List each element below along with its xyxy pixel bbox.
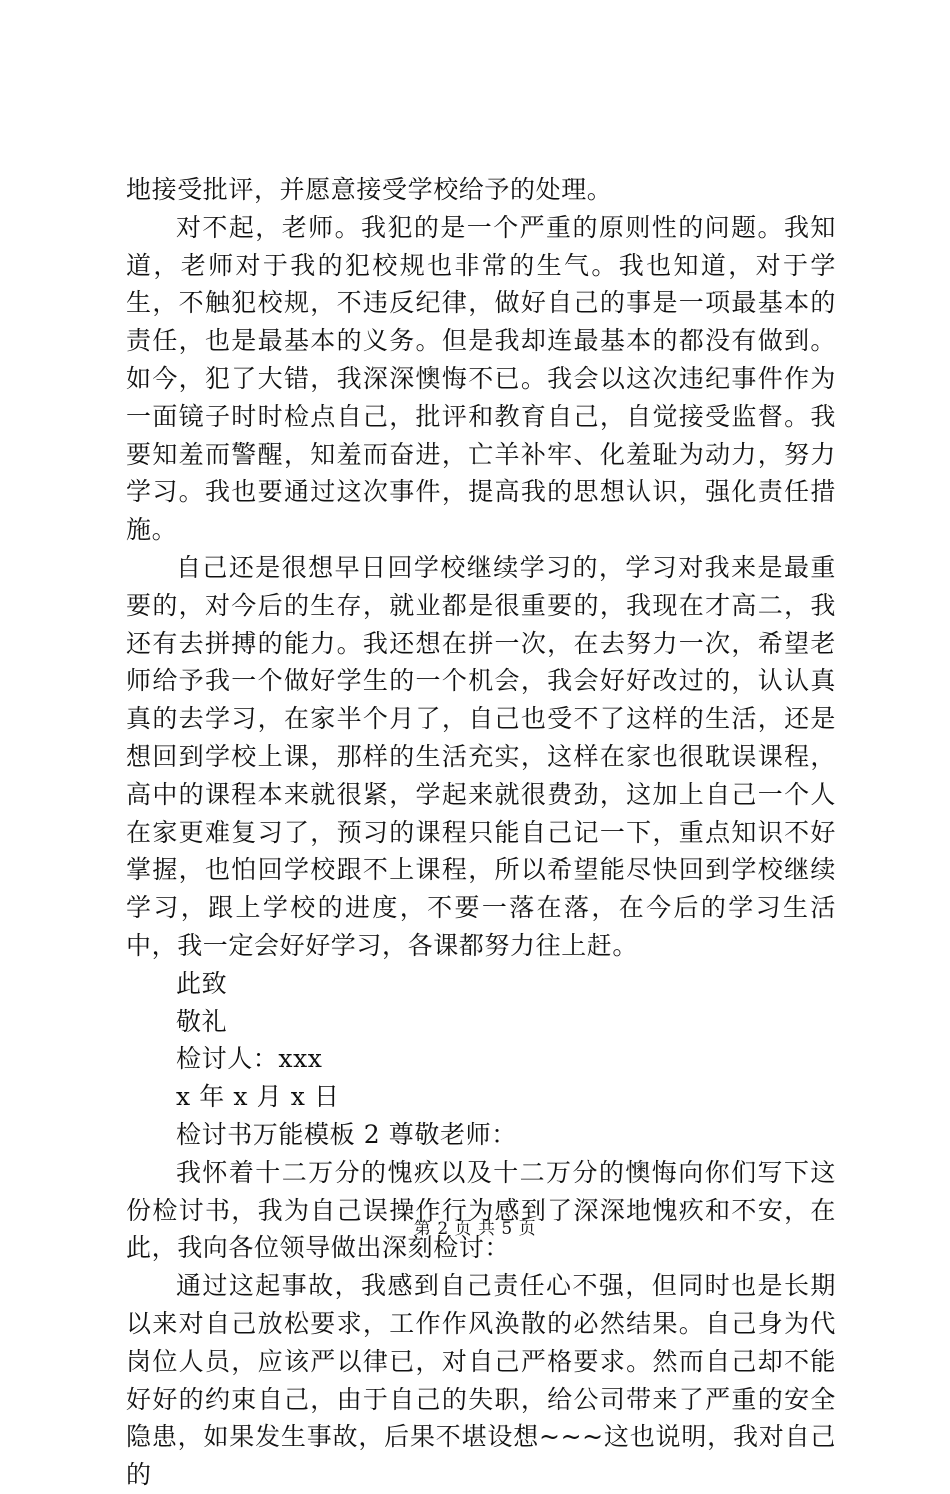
paragraph-regret: 我怀着十二万分的愧疚以及十二万分的懊悔向你们写下这份检讨书，我为自己误操作行为感到了深深地愧疚和不安，在此，我向各位领导做出深刻检讨：: [126, 1157, 836, 1263]
page-footer: 第 2 页 共 5 页: [413, 1219, 537, 1239]
closing-regards: 敬礼: [176, 1006, 228, 1036]
paragraph-accident: 通过这起事故，我感到自己责任心不强，但同时也是长期以来对自己放松要求，工作作风涣散的必然结果。自己身为代岗位人员，应该严以律已，对自己严格要求。然而自己却不能好好的约束自己，由于自己的失职，给公司带来了严重的安全隐患，如果发生事故，后果不堪设想~~~这也说明，我对自己的: [126, 1271, 836, 1490]
paragraph-apology: 对不起，老师。我犯的是一个严重的原则性的问题。我知道，老师对于我的犯校规也非常的生气。我也知道，对于学生，不触犯校规，不违反纪律，做好自己的事是一项最基本的责任，也是最基本的义务。但是我却连最基本的都没有做到。如今，犯了大错，我深深懊悔不已。我会以这次违纪事件作为一面镜子时时检点自己，批评和教育自己，自觉接受监督。我要知羞而警醒，知羞而奋进，亡羊补牢、化羞耻为动力，努力学习。我也要通过这次事件，提高我的思想认识，强化责任措施。: [126, 212, 836, 545]
closing-salutation: 此致: [176, 968, 228, 998]
paragraph-continuation: 地接受批评，并愿意接受学校给予的处理。: [126, 175, 613, 204]
document-body: [126, 171, 836, 1494]
template-heading: 检讨书万能模板 2 尊敬老师：: [176, 1119, 517, 1149]
signature-line: 检讨人：xxx: [176, 1044, 323, 1074]
date-line: x 年 x 月 x 日: [176, 1082, 340, 1112]
paragraph-return-to-school: 自己还是很想早日回学校继续学习的，学习对我来是最重要的，对今后的生存，就业都是很重要的，我现在才高二，我还有去拼搏的能力。我还想在拼一次，在去努力一次，希望老师给予我一个做好学生的一个机会，我会好好改过的，认认真真的去学习，在家半个月了，自己也受不了这样的生活，还是想回到学校上课，那样的生活充实，这样在家也很耽误课程，高中的课程本来就很紧，学起来就很费劲，这加上自己一个人在家更难复习了，预习的课程只能自己记一下，重点知识不好掌握，也怕回学校跟不上课程，所以希望能尽快回到学校继续学习，跟上学校的进度，不要一落在落，在今后的学习生活中，我一定会好好学习，各课都努力往上赶。: [126, 552, 836, 960]
